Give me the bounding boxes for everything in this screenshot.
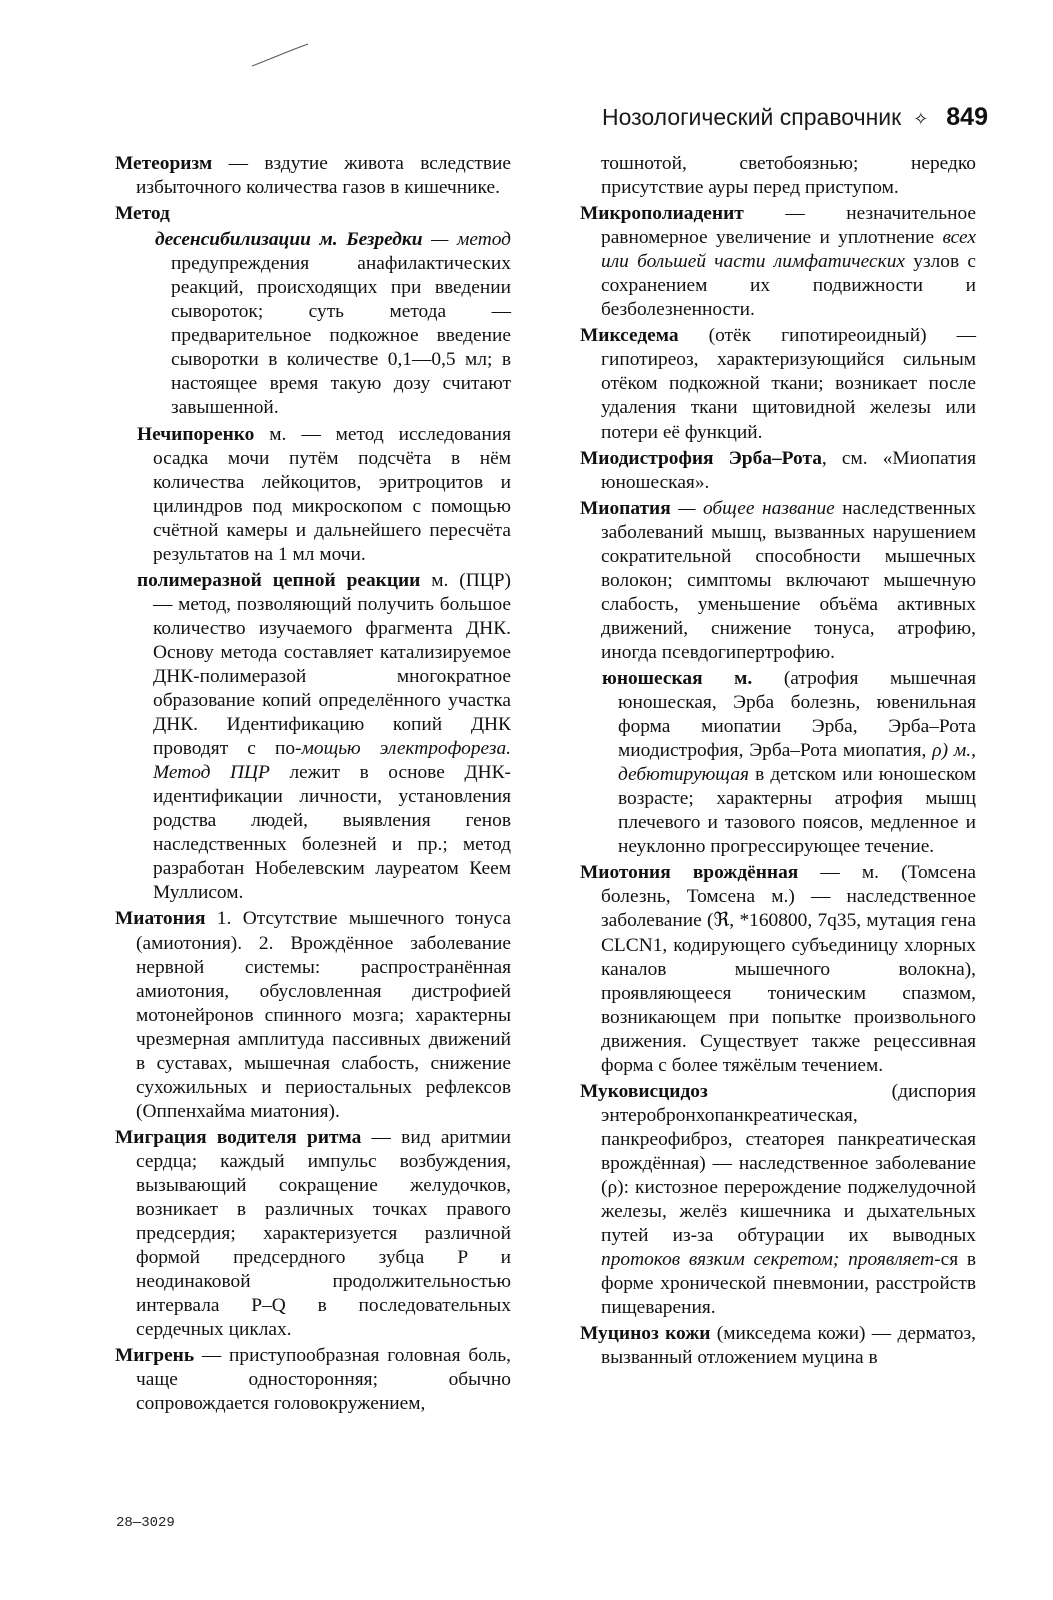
entry-myopathy xyxy=(580,497,976,665)
entry-definition: наследственных заболеваний мышц, вызванных нарушением сократительной способности мышечных волокон; симптомы включают мышечную слабость, уменьшение объёма активных движений, снижение тонуса, атрофию, иногда псевдогипертрофию. xyxy=(601,497,976,663)
entry-mucoviscidosis xyxy=(580,1080,976,1320)
entry-definition: (микседема кожи) — дерматоз, вызванный отложением муцина в xyxy=(601,1323,976,1369)
entry-definition: (диспория энтеробронхопанкреатическая, панкреофиброз, стеаторея панкреатическая врождённая) — наследственное заболевание (ρ): кистозное перерождение поджелудочной железы, желёз кишечника и дыхательных путей из-за обтурации их выводных xyxy=(601,1080,976,1247)
entry-definition: (атрофия мышечная юношеская, Эрба болезнь, ювенильная форма миопатии Эрба, Эрба–Рота миодистрофия, Эрба–Рота миопатия, xyxy=(618,667,976,762)
entry-definition: в детском или юношеском возрасте; характерны атрофия мышц плечевого и тазового поясов, медленное и неуклонно прогрессирующее течение. xyxy=(618,764,976,858)
entry-term: Нечипоренко xyxy=(137,423,255,445)
entry-migraine-continued: тошнотой, светобоязнью; нередко присутствие ауры перед приступом. xyxy=(601,153,976,199)
entry-definition-italic: протоков вязким секретом; проявляет- xyxy=(601,1249,941,1271)
entry-term: Муковисцидоз xyxy=(580,1080,708,1102)
entry-definition: — вид аритмии сердца; каждый импульс возбуждения, вызывающий сокращение желудочков, возникает в различных точках правого предсердия; характеризуется различной формой предсердного зубца P и неодинаковой продолжительностью интервала P–Q в последовательных сердечных циклах. xyxy=(136,1126,511,1341)
entry-definition: лежит в основе ДНК-идентификации личности, установления родства людей, выявления генов наследственных болезней и пр.; метод разработан Нобелевским лауреатом Кеем Муллисом. xyxy=(153,762,511,904)
entry-micropolyadenitis xyxy=(580,202,976,322)
entry-term: десенсибилизации м. Безредки xyxy=(155,229,423,251)
left-column xyxy=(115,152,511,1418)
entry-definition: м. (ПЦР) — метод, позволяющий получить большое количество изучаемого фрагмента ДНК. Основу метода составляет катализируемое ДНК-полимеразой многократное образование копий определённого участка ДНК. Идентификацию копий ДНК проводят с по- xyxy=(153,569,511,760)
entry-juvenile-myopathy xyxy=(580,667,976,859)
entry-definition: — вздутие живота вследствие избыточного количества газов в кишечнике. xyxy=(136,153,511,199)
entry-method xyxy=(115,202,511,226)
entry-term: Мигрень xyxy=(115,1345,195,1367)
entry-term: Микседема xyxy=(580,325,679,347)
entry-definition: 1. Отсутствие мышечного тонуса (амиотония). 2. Врождённое заболевание нервной системы: распространённая амиотония, обусловленная дистрофией мотонейронов спинного мозга; характерны чрезмерная амплитуда пассивных движений в суставах, мышечная слабость, снижение сухожильных и периостальных рефлексов (Оппенхайма миатония). xyxy=(136,908,511,1122)
entry-term: Миграция водителя ритма xyxy=(115,1126,362,1148)
entry-definition: узлов с сохранением их подвижности и безболезненности. xyxy=(601,251,976,321)
entry-rhythm-migration xyxy=(115,1126,511,1342)
entry-term: Миотония врождённая xyxy=(580,862,799,884)
entry-migraine xyxy=(115,1344,511,1416)
entry-myxedema xyxy=(580,324,976,444)
pen-stroke-mark xyxy=(250,42,310,68)
entry-definition-italic: мощью электрофореза. Метод ПЦР xyxy=(153,738,511,784)
running-title: Нозологический справочник xyxy=(601,104,902,130)
entry-skin-mucinosis xyxy=(580,1322,976,1370)
page-number: 849 xyxy=(946,103,988,131)
entry-definition: (отёк гипотиреоидный) — гипотиреоз, характеризующийся сильным отёком подкожной ткани; возникает после удаления ткани щитовидной железы или потери её функций. xyxy=(601,325,976,443)
right-column xyxy=(580,152,976,1372)
entry-term: Метод xyxy=(115,203,170,225)
entry-term: Микрополиаденит xyxy=(580,203,744,225)
entry-definition: , см. «Миопатия юношеская». xyxy=(601,447,976,493)
entry-definition: предупреждения анафилактических реакций, происходящих при введении сывороток; суть метода — предварительное подкожное введение сыворотки в количестве 0,1—0,5 мл; в настоящее время такую дозу считают завышенной. xyxy=(171,253,511,419)
entry-congenital-myotonia xyxy=(580,861,976,1077)
running-header xyxy=(578,103,988,143)
diamond-icon: ✧ xyxy=(913,109,929,129)
entry-term: Миопатия xyxy=(580,497,671,519)
entry-term: Муциноз кожи xyxy=(580,1323,711,1345)
entry-meteorism xyxy=(115,152,511,200)
entry-definition: — незначительное равномерное увеличение и уплотнение xyxy=(601,203,976,249)
entry-pcr-method xyxy=(115,569,511,906)
entry-erb-roth-myodystrophy xyxy=(580,447,976,495)
entry-definition-italic: — метод xyxy=(422,229,511,251)
entry-definition: м. — метод исследования осадка мочи путём подсчёта в нём количества лейкоцитов, эритроцитов и цилиндров под микроскопом с помощью счётной камеры и дальнейшего пересчёта результатов на 1 мл мочи. xyxy=(153,423,511,565)
entry-miatonia xyxy=(115,907,511,1123)
entry-term: юношеская м. xyxy=(602,667,753,689)
entry-definition: — м. (Томсена болезнь, Томсена м.) — наследственное заболевание (ℜ, *160800, 7q35, мутация гена CLCN1, кодирующего субъединицу хлорных каналов мышечного волокна), проявляющееся тоническим спазмом, возникающем при попытке произвольного движения. Существует также рецессивная форма с более тяжёлым течением. xyxy=(601,862,976,1076)
entry-bezredka-method xyxy=(115,228,511,420)
entry-definition: — приступообразная головная боль, чаще односторонняя; обычно сопровождается головокружением, xyxy=(136,1345,511,1415)
entry-term: полимеразной цепной реакции xyxy=(137,569,421,591)
entry-definition-italic: ρ) м., дебютирующая xyxy=(618,740,977,786)
entry-term: Метеоризм xyxy=(115,153,213,174)
entry-term: Миатония xyxy=(115,908,206,930)
entry-term: Миодистрофия Эрба–Рота xyxy=(580,447,822,469)
signature-code: 28—3029 xyxy=(116,1515,175,1531)
entry-definition-italic: всех или большей части лимфатических xyxy=(601,227,976,273)
entry-definition-italic: — общее название xyxy=(670,497,835,519)
entry-nechiporenko-method xyxy=(115,423,511,567)
entry-definition: ся в форме хронической пневмонии, расстройств пищеварения. xyxy=(601,1249,977,1319)
